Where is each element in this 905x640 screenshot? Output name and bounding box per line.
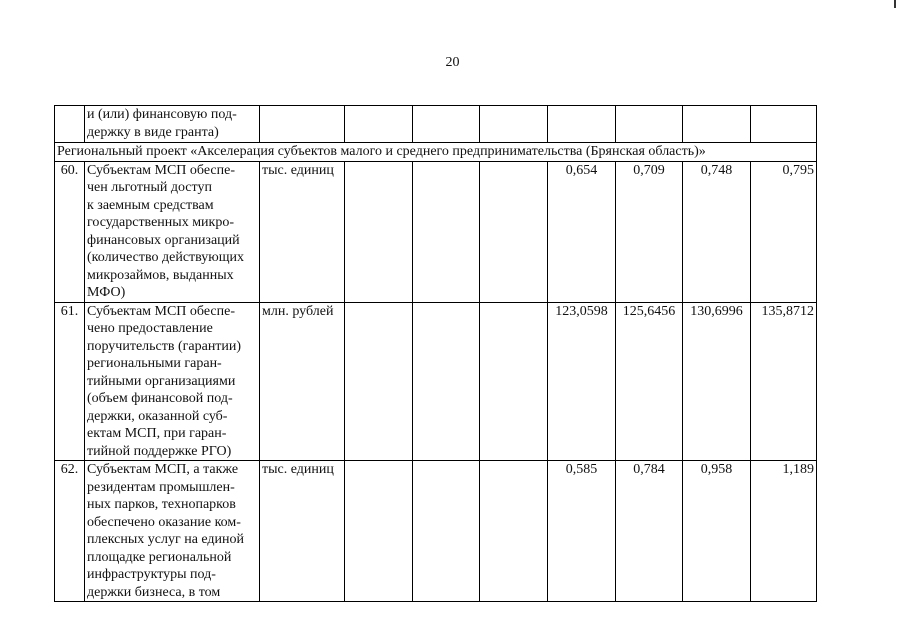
- cell-value: [413, 106, 480, 143]
- cell-value: [751, 106, 817, 143]
- value-cell: [480, 461, 548, 602]
- text-line: обеспечено оказание ком-: [87, 514, 241, 530]
- section-header-row: [55, 143, 817, 162]
- text-line: держки бизнеса, в том: [87, 584, 221, 600]
- text-line: тийными организациями: [87, 373, 236, 389]
- text-line: чено предоставление: [87, 321, 213, 336]
- unit-cell: тыс. единиц: [260, 461, 345, 602]
- value-cell: [480, 161, 548, 302]
- cell-name: [85, 106, 260, 143]
- table-row: [55, 461, 817, 602]
- scan-edge-mark: [894, 0, 896, 8]
- text-line: государственных микро-: [87, 215, 235, 230]
- row-number: 60.: [55, 161, 85, 302]
- indicator-name: [85, 302, 260, 461]
- value-cell: [345, 461, 413, 602]
- text-line: инфраструктуры под-: [87, 567, 216, 582]
- value-cell: 130,6996: [683, 302, 751, 461]
- table-row: [55, 161, 817, 302]
- row-number: 61.: [55, 302, 85, 461]
- value-cell: 125,6456: [616, 302, 683, 461]
- value-cell: 123,0598: [548, 302, 616, 461]
- value-cell: [480, 302, 548, 461]
- cell-unit: [260, 106, 345, 143]
- text-line: держку в виде гранта): [87, 124, 219, 140]
- table-row: [55, 302, 817, 461]
- value-cell: [413, 161, 480, 302]
- value-cell: 0,654: [548, 161, 616, 302]
- text-line: (количество действующих: [87, 250, 245, 265]
- continuation-row: [55, 106, 817, 143]
- value-cell: [345, 302, 413, 461]
- text-line: плексных услуг на единой: [87, 532, 245, 547]
- text-line: региональными гаран-: [87, 356, 222, 371]
- text-line: финансовых организаций: [87, 232, 240, 248]
- value-cell: 0,784: [616, 461, 683, 602]
- value-cell: 1,189: [751, 461, 817, 602]
- value-cell: [413, 302, 480, 461]
- text-line: площадке региональной: [87, 549, 232, 565]
- text-line: МФО): [87, 285, 126, 300]
- indicators-table: [54, 105, 817, 602]
- value-cell: 0,585: [548, 461, 616, 602]
- text-line: микрозаймов, выданных: [87, 267, 234, 283]
- row-number: 62.: [55, 461, 85, 602]
- cell-value: [616, 106, 683, 143]
- cell-value: [345, 106, 413, 143]
- text-line: Субъектам МСП обеспе-: [87, 303, 235, 319]
- text-line: держки, оказанной суб-: [87, 408, 228, 424]
- text-line: чен льготный доступ: [87, 180, 212, 195]
- value-cell: 0,958: [683, 461, 751, 602]
- text-line: ектам МСП, при гаран-: [87, 426, 227, 441]
- value-cell: 0,795: [751, 161, 817, 302]
- text-line: тийной поддержке РГО): [87, 443, 232, 459]
- cell-num: [55, 106, 85, 143]
- unit-cell: тыс. единиц: [260, 161, 345, 302]
- value-cell: 0,748: [683, 161, 751, 302]
- value-cell: 135,8712: [751, 302, 817, 461]
- value-cell: [413, 461, 480, 602]
- unit-cell: млн. рублей: [260, 302, 345, 461]
- cell-value: [683, 106, 751, 143]
- cell-value: [548, 106, 616, 143]
- text-line: к заемным средствам: [87, 197, 214, 213]
- value-cell: [345, 161, 413, 302]
- page-number: 20: [445, 55, 460, 70]
- text-line: Субъектам МСП, а также: [87, 462, 239, 477]
- indicator-name: [85, 461, 260, 602]
- indicator-name: [85, 161, 260, 302]
- text-line: ных парков, технопарков: [87, 497, 236, 512]
- value-cell: 0,709: [616, 161, 683, 302]
- section-header: Региональный проект «Акселерация субъектов малого и среднего предпринимательства (Брянская область)»: [55, 143, 817, 162]
- text-line: Субъектам МСП обеспе-: [87, 162, 235, 178]
- cell-value: [480, 106, 548, 143]
- text-line: (объем финансовой под-: [87, 391, 233, 406]
- text-line: поручительств (гарантии): [87, 338, 242, 354]
- text-line: резидентам промышлен-: [87, 479, 235, 495]
- text-line: и (или) финансовую под-: [87, 107, 237, 122]
- table-body: [55, 106, 817, 602]
